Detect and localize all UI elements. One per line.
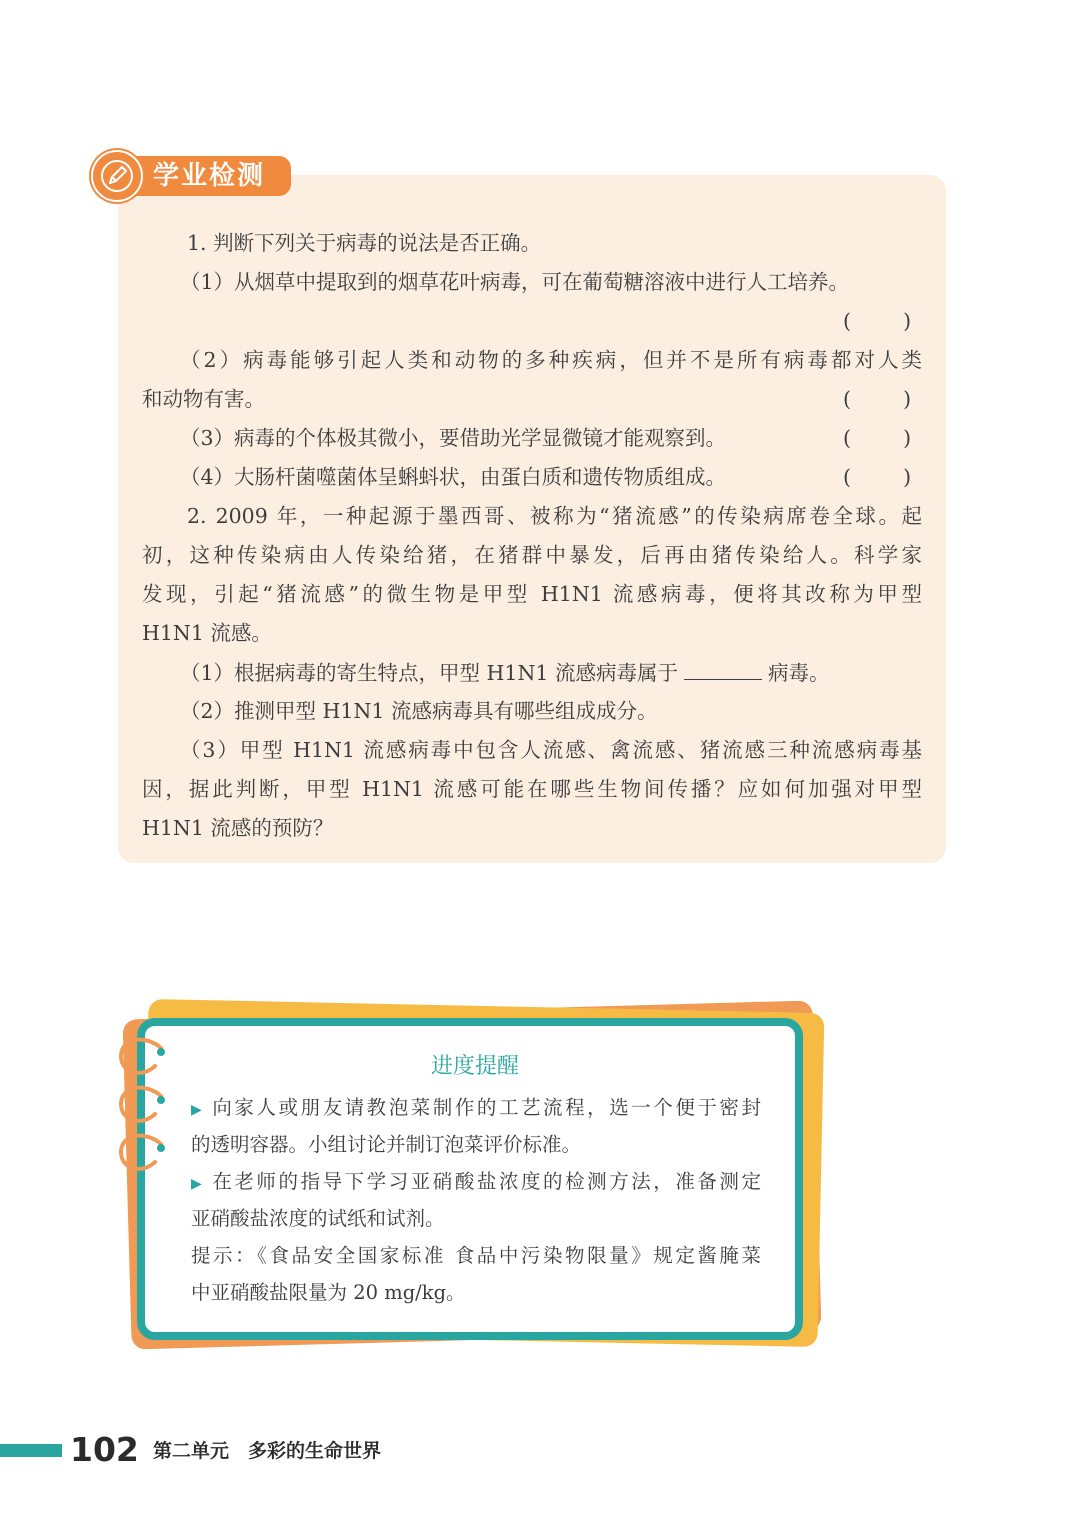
triangle-bullet-icon: ▶ bbox=[191, 1102, 205, 1118]
question-2-stem-line-4: H1N1 流感。 bbox=[142, 621, 272, 645]
question-2-sub-1-text: （1）根据病毒的寄生特点，甲型 H1N1 流感病毒属于 bbox=[180, 661, 678, 685]
question-2-sub-3-line-3: H1N1 流感的预防？ bbox=[142, 816, 334, 840]
reminder-line-3 bbox=[191, 1166, 761, 1198]
reminder-line-1 bbox=[191, 1092, 761, 1124]
question-1-item-3: （3）病毒的个体极其微小，要借助光学显微镜才能观察到。 bbox=[180, 426, 727, 450]
question-2-sub-1-tail: 病毒。 bbox=[767, 661, 830, 685]
question-2-sub-1 bbox=[180, 657, 922, 687]
question-1-item-1: （1）从烟草中提取到的烟草花叶病毒，可在葡萄糖溶液中进行人工培养。 bbox=[180, 270, 850, 294]
section-title: 学业检测 bbox=[153, 161, 266, 191]
answer-blank-1[interactable]: ( ) bbox=[843, 309, 912, 333]
reminder-line-2: 的透明容器。小组讨论并制订泡菜评价标准。 bbox=[191, 1133, 582, 1156]
reminder-tip-line-1: 提示：《食品安全国家标准 食品中污染物限量》规定酱腌菜 bbox=[191, 1244, 761, 1267]
question-1-item-2-cont: 和动物有害。 bbox=[142, 387, 265, 411]
reminder-line-1-text: 向家人或朋友请教泡菜制作的工艺流程，选一个便于密封 bbox=[212, 1096, 761, 1119]
answer-blank-3[interactable]: ( ) bbox=[843, 426, 912, 450]
page-number: 102 bbox=[70, 1430, 139, 1469]
unit-title: 第二单元 多彩的生命世界 bbox=[153, 1440, 382, 1462]
answer-blank-2[interactable]: ( ) bbox=[843, 387, 912, 411]
reminder-line-3-text: 在老师的指导下学习亚硝酸盐浓度的检测方法，准备测定 bbox=[212, 1170, 761, 1193]
answer-blank-4[interactable]: ( ) bbox=[843, 465, 912, 489]
question-2-stem-line-3: 发现，引起“猪流感”的微生物是甲型 H1N1 流感病毒，便将其改称为甲型 bbox=[142, 582, 922, 606]
question-2-stem-line-2: 初，这种传染病由人传染给猪，在猪群中暴发，后再由猪传染给人。科学家 bbox=[142, 543, 922, 567]
question-1-item-4: （4）大肠杆菌噬菌体呈蝌蚪状，由蛋白质和遗传物质组成。 bbox=[180, 465, 727, 489]
triangle-bullet-icon: ▶ bbox=[191, 1176, 205, 1192]
binder-rings-icon bbox=[115, 1000, 195, 1200]
reminder-tip-line-2: 中亚硝酸盐限量为 20 mg/kg。 bbox=[191, 1281, 466, 1304]
question-2-stem-line-1: 2. 2009 年，一种起源于墨西哥、被称为“猪流感”的传染病席卷全球。起 bbox=[187, 504, 922, 528]
fill-in-blank[interactable] bbox=[684, 657, 762, 680]
reminder-line-4: 亚硝酸盐浓度的试纸和试剂。 bbox=[191, 1207, 445, 1230]
question-2-sub-2: （2）推测甲型 H1N1 流感病毒具有哪些组成成分。 bbox=[180, 699, 658, 723]
section-badge bbox=[91, 150, 295, 202]
question-1-stem: 1. 判断下列关于病毒的说法是否正确。 bbox=[187, 231, 542, 255]
question-2-sub-3-line-1: （3）甲型 H1N1 流感病毒中包含人流感、禽流感、猪流感三种流感病毒基 bbox=[180, 738, 922, 762]
footer-accent-bar bbox=[0, 1444, 62, 1457]
question-2-sub-3-line-2: 因，据此判断，甲型 H1N1 流感可能在哪些生物间传播？应如何加强对甲型 bbox=[142, 777, 922, 801]
reminder-title: 进度提醒 bbox=[430, 1054, 519, 1079]
question-1-item-2: （2）病毒能够引起人类和动物的多种疾病，但并不是所有病毒都对人类 bbox=[180, 348, 922, 372]
pencil-icon bbox=[91, 150, 143, 202]
